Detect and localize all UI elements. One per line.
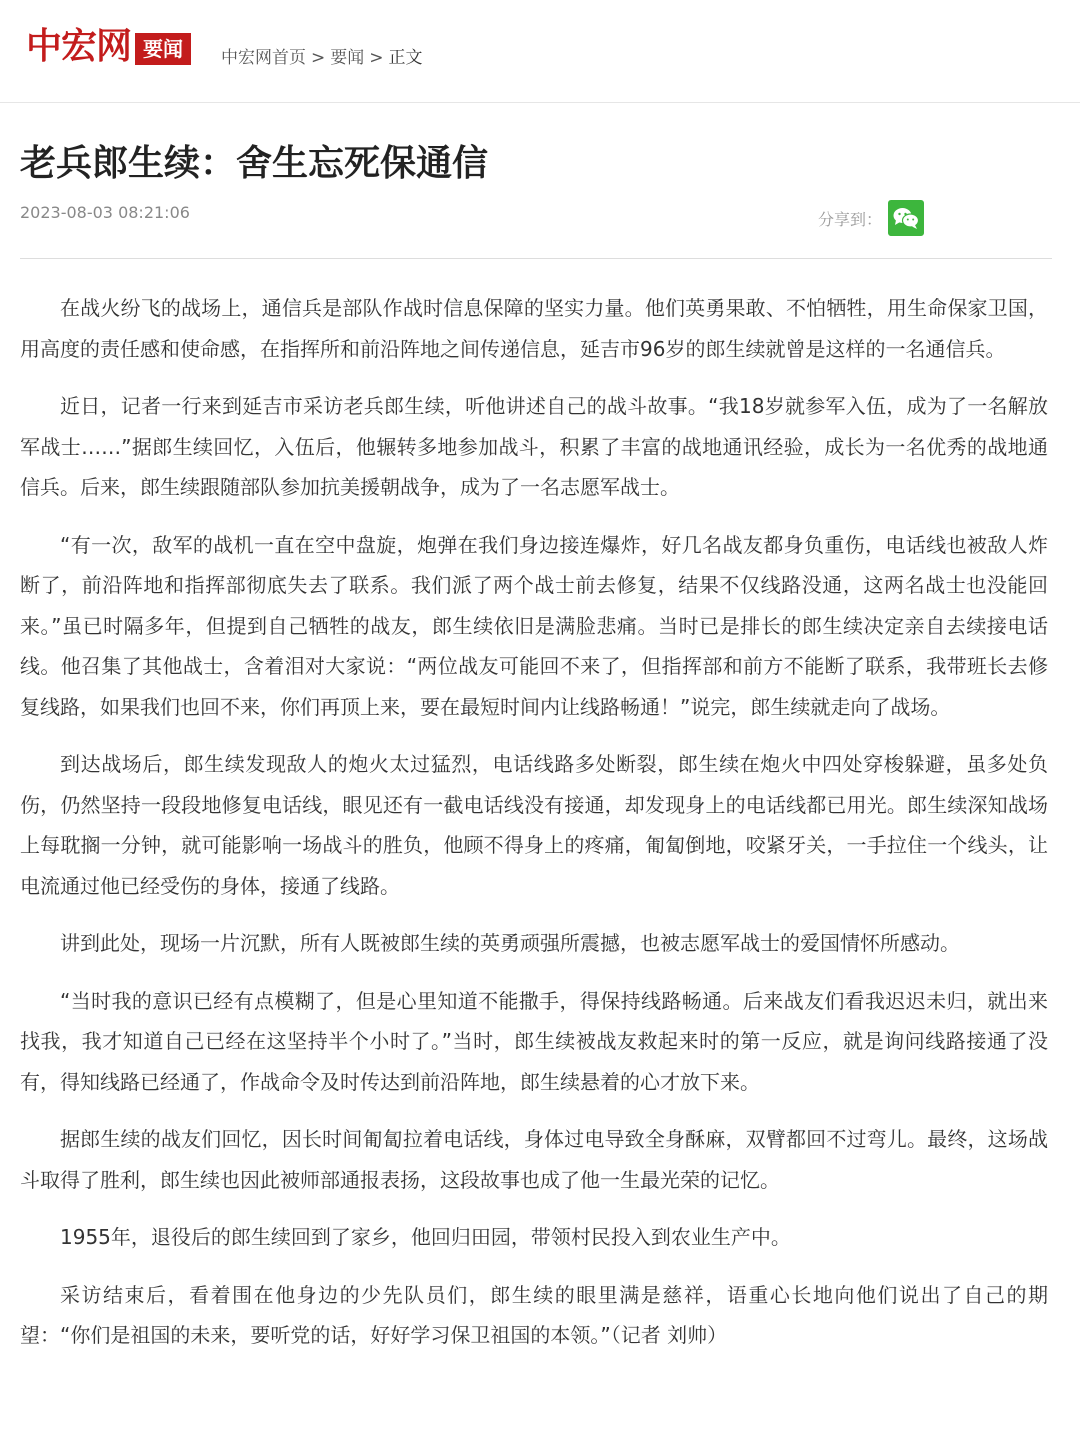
article-title: 老兵郎生续：舍生忘死保通信 xyxy=(20,143,489,184)
wechat-share-button[interactable] xyxy=(888,200,924,236)
share-label: 分享到： xyxy=(818,209,883,229)
article-paragraph: “有一次，敌军的战机一直在空中盘旋，炮弹在我们身边接连爆炸，好几名战友都身负重伤，电话线也被敌人炸断了，前沿阵地和指挥部彻底失去了联系。我们派了两个战士前去修复，结果不仅线路没通，这两名战士也没能回来。”虽已时隔多年，但提到自己牺牲的战友，郎生续依旧是满脸悲痛。当时已是排长的郎生续决定亲自去续接电话线。他召集了其他战士，含着泪对大家说：“两位战友可能回不来了，但指挥部和前方不能断了联系，我带班长去修复线路，如果我们也回不来，你们再顶上来，要在最短时间内让线路畅通！”说完，郎生续就走向了战场。 xyxy=(20,532,1048,719)
breadcrumb-separator: > xyxy=(311,48,326,68)
breadcrumb-home-link[interactable]: 中宏网首页 xyxy=(221,48,306,68)
article-paragraph: 1955年，退役后的郎生续回到了家乡，他回归田园，带领村民投入到农业生产中。 xyxy=(60,1225,791,1249)
article-paragraph: 到达战场后，郎生续发现敌人的炮火太过猛烈，电话线路多处断裂，郎生续在炮火中四处穿梭躲避，虽多处负伤，仍然坚持一段段地修复电话线，眼见还有一截电话线没有接通，却发现身上的电话线都已用光。郎生续深知战场上每耽搁一分钟，就可能影响一场战斗的胜负，他顾不得身上的疼痛，匍匐倒地，咬紧牙关，一手拉住一个线头，让电流通过他已经受伤的身体，接通了线路。 xyxy=(20,752,1048,898)
share-bar xyxy=(818,199,924,237)
wechat-icon xyxy=(892,206,920,230)
article-paragraph: 讲到此处，现场一片沉默，所有人既被郎生续的英勇顽强所震撼，也被志愿军战士的爱国情怀所感动。 xyxy=(60,931,960,955)
article-paragraph: 近日，记者一行来到延吉市采访老兵郎生续，听他讲述自己的战斗故事。“我18岁就参军入伍，成为了一名解放军战士……”据郎生续回忆，入伍后，他辗转多地参加战斗，积累了丰富的战地通讯经验，成长为一名优秀的战地通信兵。后来，郎生续跟随部队参加抗美援朝战争，成为了一名志愿军战士。 xyxy=(20,394,1048,499)
site-logo[interactable]: 中宏网 xyxy=(26,25,132,67)
section-badge[interactable]: 要闻 xyxy=(135,33,191,65)
article-paragraph: “当时我的意识已经有点模糊了，但是心里知道不能撒手，得保持线路畅通。后来战友们看我迟迟未归，就出来找我，我才知道自己已经在这坚持半个小时了。”当时，郎生续被战友救起来时的第一反应，就是询问线路接通了没有，得知线路已经通了，作战命令及时传达到前沿阵地，郎生续悬着的心才放下来。 xyxy=(20,988,1048,1094)
breadcrumb-section-link[interactable]: 要闻 xyxy=(330,48,365,68)
breadcrumb-separator: > xyxy=(369,48,384,68)
article-paragraph: 据郎生续的战友们回忆，因长时间匍匐拉着电话线，身体过电导致全身酥麻，双臂都回不过弯儿。最终，这场战斗取得了胜利，郎生续也因此被师部通报表扬，这段故事也成了他一生最光荣的记忆。 xyxy=(20,1127,1048,1192)
header-divider xyxy=(20,258,1052,259)
site-header xyxy=(0,0,1080,103)
article-paragraph: 在战火纷飞的战场上，通信兵是部队作战时信息保障的坚实力量。他们英勇果敢、不怕牺牲，用生命保家卫国，用高度的责任感和使命感，在指挥所和前沿阵地之间传递信息，延吉市96岁的郎生续就曾是这样的一名通信兵。 xyxy=(20,296,1048,361)
breadcrumb-current: 正文 xyxy=(388,48,423,68)
publish-date: 2023-08-03 08:21:06 xyxy=(20,203,190,222)
article-body xyxy=(20,288,1048,1373)
article-paragraph: 采访结束后，看着围在他身边的少先队员们，郎生续的眼里满是慈祥，语重心长地向他们说出了自己的期望：“你们是祖国的未来，要听党的话，好好学习保卫祖国的本领。”（记者 刘帅） xyxy=(20,1282,1048,1347)
breadcrumb xyxy=(221,46,423,70)
